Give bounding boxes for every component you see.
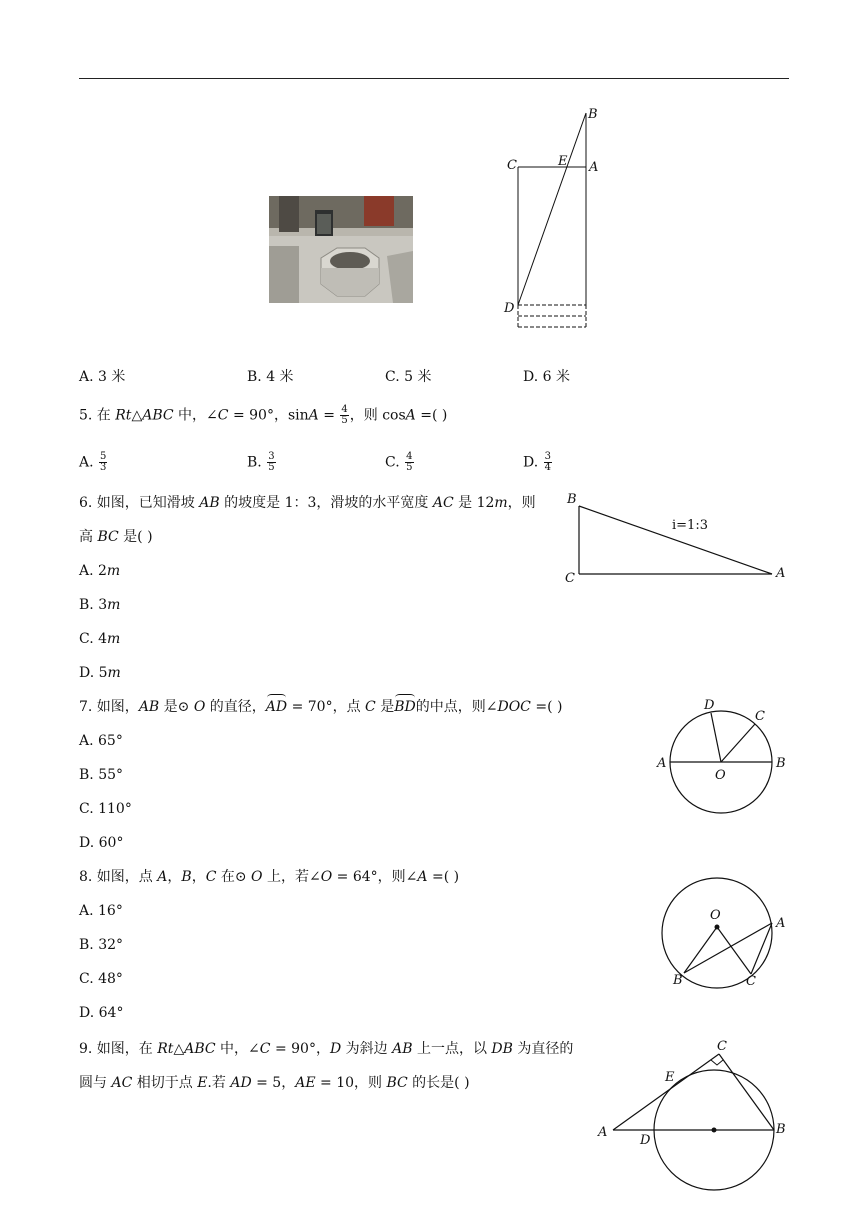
circle-diagram-q8 (655, 865, 795, 990)
q6-option-b: B. 3m (79, 597, 121, 613)
q4-option-b: B. 4 米 (247, 369, 294, 385)
label-D: D (504, 301, 515, 316)
q9-stem-line1: 9. 如图，在 Rt△ABC 中，∠C = 90°，D 为斜边 AB 上一点，以 DB 为直径的 (79, 1041, 574, 1057)
label-C: C (755, 709, 765, 724)
label-C: C (565, 571, 575, 586)
label-C: C (746, 974, 756, 989)
label-C: C (717, 1039, 727, 1054)
q7-stem: 7. 如图，AB 是⊙ O 的直径，AD = 70°，点 C 是BD的中点，则∠DOC =( ) (79, 699, 563, 715)
slope-diagram (562, 490, 792, 585)
q6-stem-line2: 高 BC 是( ) (79, 529, 153, 545)
q6-option-a: A. 2m (79, 563, 121, 579)
q5-option-c: C. $\frac{4}{5}$ (385, 451, 413, 473)
q8-option-d: D. 64° (79, 1005, 124, 1021)
q5-stem: 5. 在 Rt△ABC 中，∠C = 90°，sinA = $\frac{4}{5}$ ，则 cosA =( ) (79, 404, 448, 426)
label-D: D (640, 1133, 651, 1148)
slope-ratio: i=1:3 (672, 518, 708, 533)
q8-option-b: B. 32° (79, 937, 124, 953)
label-D: D (704, 698, 715, 713)
label-E: E (665, 1070, 675, 1085)
label-A: A (776, 566, 786, 581)
well-photo (269, 196, 413, 303)
well-diagram (500, 105, 610, 335)
q9-stem-line2: 圆与 AC 相切于点 E.若 AD = 5，AE = 10，则 BC 的长是( ) (79, 1075, 470, 1091)
q7-option-a: A. 65° (79, 733, 123, 749)
q5-fraction: $\frac{4}{5}$ (341, 404, 348, 426)
label-B: B (567, 492, 577, 507)
label-B: B (673, 973, 683, 988)
q8-stem: 8. 如图，点 A，B，C 在⊙ O 上，若∠O = 64°，则∠A =( ) (79, 869, 460, 885)
q8-option-c: C. 48° (79, 971, 123, 987)
label-B: B (776, 756, 786, 771)
circle-diagram-q7 (655, 695, 795, 815)
q6-stem-line1: 6. 如图，已知滑坡 AB 的坡度是 1：3，滑坡的水平宽度 AC 是 12m，则 (79, 495, 536, 511)
q7-option-c: C. 110° (79, 801, 132, 817)
q6-option-d: D. 5m (79, 665, 121, 681)
label-C: C (507, 158, 517, 173)
label-A: A (598, 1125, 608, 1140)
q4-option-a: A. 3 米 (79, 369, 126, 385)
q4-option-c: C. 5 米 (385, 369, 432, 385)
label-A: A (589, 160, 599, 175)
q7-option-d: D. 60° (79, 835, 124, 851)
label-O: O (710, 908, 721, 923)
q5-option-b: B. $\frac{3}{5}$ (247, 451, 275, 473)
q5-option-a: A. $\frac{5}{3}$ (79, 451, 107, 473)
tangent-circle-diagram (595, 1035, 795, 1195)
arc-ad: AD (265, 699, 288, 715)
q4-option-d: D. 6 米 (523, 369, 570, 385)
label-E: E (558, 154, 568, 169)
q8-option-a: A. 16° (79, 903, 123, 919)
header-rule (79, 78, 789, 79)
label-A: A (776, 916, 786, 931)
label-B: B (588, 107, 598, 122)
arc-bd: BD (394, 699, 416, 715)
q6-option-c: C. 4m (79, 631, 121, 647)
label-B: B (776, 1122, 786, 1137)
q7-option-b: B. 55° (79, 767, 124, 783)
label-O: O (715, 768, 726, 783)
q5-option-d: D. $\frac{3}{4}$ (523, 451, 552, 473)
label-A: A (657, 756, 667, 771)
